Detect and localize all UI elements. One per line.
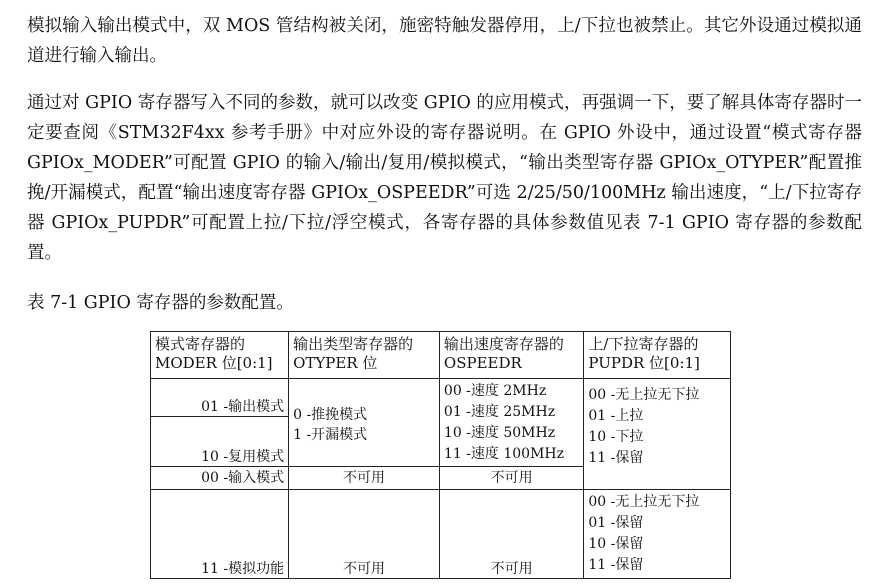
cell-moder-input: 00 -输入模式 <box>151 467 289 490</box>
header-pupdr: 上/下拉寄存器的 PUPDR 位[0:1] <box>584 332 731 379</box>
cell-otyper-values: 0 -推挽模式 1 -开漏模式 <box>289 379 440 467</box>
table-header-row <box>151 332 731 379</box>
header-otyper: 输出类型寄存器的 OTYPER 位 <box>289 332 440 379</box>
table-caption: 表 7-1 GPIO 寄存器的参数配置。 <box>27 293 294 313</box>
paragraph-gpio-registers: 通过对 GPIO 寄存器写入不同的参数，就可以改变 GPIO 的应用模式，再强调一下，要了解具体寄存器时一定要查阅《STM32F4xx 参考手册》中对应外设的寄存器说明。在 GPIO 外设中，通过设置“模式寄存器 GPIOx_MODER”可配置 GPIO 的输入/输出/复用/模拟模式，“输出类型寄存器 GPIOx_OTYPER”配置推挽/开漏模式，配置“输出速度寄存器 GPIOx_OSPEEDR”可选 2/25/50/100MHz 输出速度，“上/下拉寄存器 GPIOx_PUPDR”可配置上拉/下拉/浮空模式，各寄存器的具体参数值见表 7-1 GPIO 寄存器的参数配置。 <box>27 93 862 263</box>
header-moder: 模式寄存器的 MODER 位[0:1] <box>151 332 289 379</box>
cell-moder-analog: 11 -模拟功能 <box>151 490 289 579</box>
cell-ospeedr-values: 00 -速度 2MHz 01 -速度 25MHz 10 -速度 50MHz 11 -速度 100MHz <box>439 379 583 467</box>
cell-pupdr-analog: 00 -无上拉无下拉 01 -保留 10 -保留 11 -保留 <box>584 490 731 579</box>
cell-moder-alternate: 10 -复用模式 <box>151 417 289 467</box>
cell-otyper-na: 不可用 <box>289 467 440 490</box>
cell-moder-output: 01 -输出模式 <box>151 379 289 417</box>
paragraph-analog-mode: 模拟输入输出模式中，双 MOS 管结构被关闭，施密特触发器停用，上/下拉也被禁止。其它外设通过模拟通道进行输入输出。 <box>27 16 862 66</box>
cell-pupdr-values: 00 -无上拉无下拉 01 -上拉 10 -下拉 11 -保留 <box>584 379 731 490</box>
table-row <box>151 490 731 579</box>
gpio-register-table <box>150 331 731 579</box>
cell-ospeedr-na: 不可用 <box>439 467 583 490</box>
table-row <box>151 379 731 417</box>
cell-otyper-na-analog: 不可用 <box>289 490 440 579</box>
header-ospeedr: 输出速度寄存器的 OSPEEDR <box>439 332 583 379</box>
cell-ospeedr-na-analog: 不可用 <box>439 490 583 579</box>
